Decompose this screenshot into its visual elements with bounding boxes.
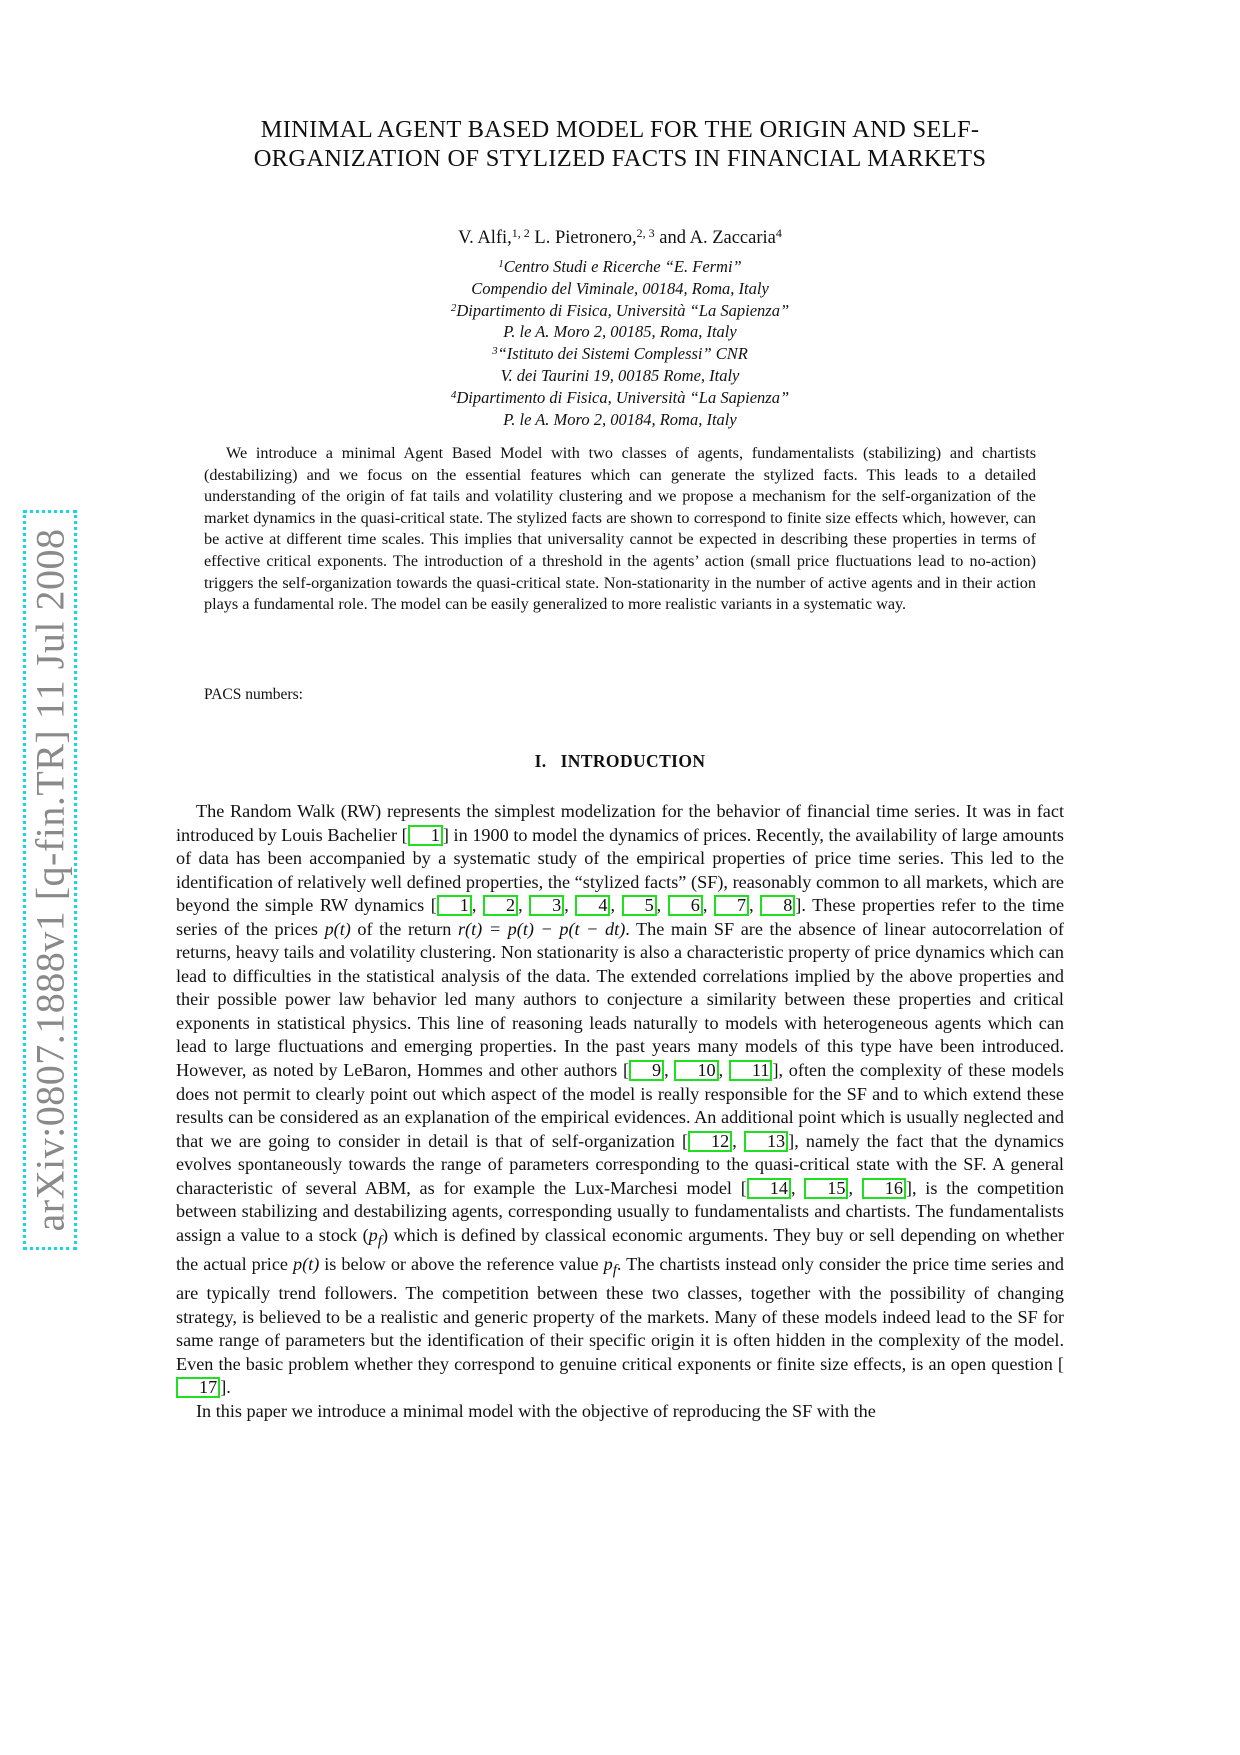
paper-title: MINIMAL AGENT BASED MODEL FOR THE ORIGIN AND SELF-ORGANIZATION OF STYLIZED FACTS IN FINANCIAL MARKETS bbox=[253, 116, 987, 172]
text-run: ]. bbox=[220, 1377, 231, 1398]
math-expression: p(t) bbox=[324, 918, 351, 939]
affiliation-1 bbox=[300, 256, 940, 278]
citation-link[interactable]: 5 bbox=[622, 895, 657, 916]
citation-link[interactable]: 7 bbox=[714, 895, 749, 916]
citation-link[interactable]: 12 bbox=[688, 1131, 732, 1152]
affiliation-address: Compendio del Viminale, 00184, Roma, Italy bbox=[471, 278, 769, 298]
affiliation-address: P. le A. Moro 2, 00185, Roma, Italy bbox=[503, 322, 737, 342]
affiliation-address: V. dei Taurini 19, 00185 Rome, Italy bbox=[500, 365, 740, 385]
citation-link[interactable]: 15 bbox=[804, 1178, 848, 1199]
math-expression: p(t) bbox=[292, 1254, 320, 1275]
affiliation-mark: 1 bbox=[498, 258, 504, 270]
abstract: We introduce a minimal Agent Based Model with two classes of agents, fundamentalists (stabilizing) and chartists (destabilizing) and we focus on the essential features which can generate the stylized facts. This leads to a detailed understanding of the origin of fat tails and volatility clustering and we propose a mechanism for the self-organization of the market dynamics in the quasi-critical state. The stylized facts are shown to correspond to finite size effects which, however, can be active at different time scales. This implies that universality cannot be expected in describing these properties in terms of effective critical exponents. The introduction of a threshold in the agents’ action (small price fluctuations lead to no-action) triggers the self-organization towards the quasi-critical state. Non-stationarity in the number of active agents and in their action plays a fundamental role. The model can be easily generalized to more realistic variants in a systematic way. bbox=[204, 444, 1036, 614]
citation-link[interactable]: 1 bbox=[437, 895, 472, 916]
text-run: ], namely the fact that the dynamics evolves spontaneously towards the range of parameters corresponding to the quasi-critical state with the SF. A general characteristic of several ABM, as for example the Lux-Marchesi model [ bbox=[176, 1130, 1065, 1198]
citation-link[interactable]: 11 bbox=[729, 1060, 773, 1081]
paragraph: In this paper we introduce a minimal model with the objective of reproducing the SF with the bbox=[196, 1400, 876, 1421]
citation-link[interactable]: 8 bbox=[760, 895, 795, 916]
text-run: ], is the competition between stabilizing and destabilizing agents, corresponding usually to fundamentalists and chartists. The fundamentalists assign a value to a stock ( bbox=[176, 1177, 1064, 1245]
paragraph: The Random Walk (RW) represents the simplest modelization for the behavior of financial time series. It was in fact introduced by Louis Bachelier [ 1 ] in 1900 to model the dynamics of prices. Recently, the availability of large amounts of data has been accompanied by a systematic study of the empirical properties of price time series. This led to the identification of relatively well defined properties, the “stylized facts” (SF), reasonably common to all markets, which are beyond the simple RW dynamics [ 1 , 2 , 3 , 4 , 5 , 6 , 7 , 8 ]. These properties refer to the time series of the prices p(t) of the return r(t) = p(t) − p(t − dt). The main SF are the absence of linear autocorrelation of returns, heavy tails and volatility clustering. Non stationarity is also a characteristic property of price dynamics which can lead to difficulties in the statistical analysis of the data. The extended correlations implied by the above properties and their possible power law behavior led many authors to conjecture a similarity between these properties and critical exponents in statistical physics. This line of reasoning leads naturally to models with heterogeneous agents which can lead to large fluctuations and emerging properties. In the past years many models of this type have been introduced. However, as noted by LeBaron, Hommes and other authors [ 9 , 10 , 11 ], often the complexity of these models does not permit to clearly point out which aspect of the model is really responsible for the SF and to which extend these results can be considered as an explanation of the empirical evidences. An additional point which is usually neglected and that we are going to consider in detail is that of self-organization [ 12 , 13 ], namely the fact that the dynamics evolves spontaneously towards the range of parameters corresponding to the quasi-critical state with the SF. A general characteristic of several ABM, as for example the Lux-Marchesi model [ 14 , 15 , 16 ], is the competition between stabilizing and destabilizing agents, corresponding usually to fundamentalists and chartists. The fundamentalists assign a value to a stock $(p_f)$ which is defined by classical economic arguments. They buy or sell depending on whether the actual price p(t) is below or above the reference value $p_f$. The chartists instead only consider the price time series and are typically trend followers. The competition between these two classes, together with the possibility of changing strategy, is believed to be a realistic and generic property of the markets. Many of these models indeed lead to the SF for same range of parameters but the identification of their specific origin it is often hidden in the complexity of the model. Even the basic problem whether they correspond to genuine critical exponents or finite size effects, is an open question [17 ]. bbox=[176, 801, 1065, 1398]
affiliation-mark: 3 bbox=[492, 345, 498, 358]
author-affiliation-mark: 2, 3 bbox=[636, 226, 655, 240]
affiliation-list bbox=[300, 256, 940, 430]
body-text bbox=[176, 800, 1064, 1424]
author-affiliation-mark: 1, 2 bbox=[511, 226, 530, 240]
text-run: ], often the complexity of these models does not permit to clearly point out which aspect of the model is really responsible for the SF and to which extend these results can be considered as an explanation of the empirical evidences. An additional point which is usually neglected and that we are going to consider in detail is that of self-organization [ bbox=[176, 1060, 1065, 1151]
citation-link[interactable]: 13 bbox=[744, 1131, 788, 1152]
affiliation-institution: Centro Studi e Ricerche “E. Fermi” bbox=[503, 257, 742, 276]
math-expression: r(t) = p(t) − p(t − dt) bbox=[457, 918, 626, 939]
pacs-numbers: PACS numbers: bbox=[204, 686, 303, 703]
text-run: of the return bbox=[350, 918, 458, 939]
affiliation-4 bbox=[300, 387, 940, 409]
math-expression bbox=[368, 1224, 382, 1250]
text-run: ) which is defined by classical economic arguments. They buy or sell depending on whether the actual price bbox=[176, 1224, 1064, 1275]
section-heading-introduction bbox=[200, 751, 1040, 772]
arxiv-stamp[interactable] bbox=[23, 510, 77, 1250]
affiliation-2 bbox=[300, 300, 940, 322]
section-title: INTRODUCTION bbox=[560, 751, 706, 771]
text-run: . The chartists instead only consider the price time series and are typically trend followers. The competition between these two classes, together with the possibility of changing strategy, is believed to be a realistic and generic property of the markets. Many of these models indeed lead to the SF for same range of parameters but the identification of their specific origin it is often hidden in the complexity of the model. Even the basic problem whether they correspond to genuine critical exponents or finite size effects, is an open question [ bbox=[176, 1254, 1065, 1374]
arxiv-identifier: arXiv:0807.1888v1 [q-fin.TR] 11 Jul 2008 bbox=[27, 528, 73, 1232]
section-number: I. bbox=[534, 751, 547, 771]
citation-link[interactable]: 3 bbox=[529, 895, 564, 916]
citation-link[interactable]: 17 bbox=[176, 1377, 220, 1398]
affiliation-institution: Dipartimento di Fisica, Università “La Sapienza” bbox=[456, 300, 790, 320]
author-conjunction: and bbox=[659, 228, 686, 248]
math-symbol: p bbox=[368, 1224, 378, 1245]
citation-link[interactable]: 9 bbox=[629, 1060, 664, 1081]
citation-link[interactable]: 6 bbox=[668, 895, 703, 916]
affiliation-3 bbox=[300, 343, 940, 365]
affiliation-mark: 4 bbox=[450, 388, 457, 401]
citation-link[interactable]: 14 bbox=[747, 1178, 791, 1199]
citation-link[interactable]: 4 bbox=[575, 895, 610, 916]
author-affiliation-mark: 4 bbox=[775, 226, 782, 240]
text-run: is below or above the reference value bbox=[319, 1254, 604, 1275]
author-list bbox=[300, 226, 940, 250]
text-run: . The main SF are the absence of linear autocorrelation of returns, heavy tails and volatility clustering. Non stationarity is also a characteristic property of price dynamics which can lead to difficulties in the statistical analysis of the data. The extended correlations implied by the above properties and their possible power law behavior led many authors to conjecture a similarity between these properties and critical exponents in statistical physics. This line of reasoning leads naturally to models with heterogeneous agents which can lead to large fluctuations and emerging properties. In the past years many models of this type have been introduced. However, as noted by LeBaron, Hommes and other authors [ bbox=[176, 918, 1064, 1081]
affiliation-institution: Dipartimento di Fisica, Università “La Sapienza” bbox=[456, 387, 790, 407]
author-name: V. Alfi, bbox=[458, 228, 512, 248]
citation-link[interactable]: 10 bbox=[674, 1060, 718, 1081]
math-subscript: f bbox=[377, 1232, 382, 1250]
math-symbol: p bbox=[603, 1254, 613, 1275]
author-name: L. Pietronero, bbox=[534, 228, 637, 248]
math-expression bbox=[603, 1254, 617, 1279]
text-run: The Random Walk (RW) represents the simplest modelization for the behavior of financial time series. It was in fact introduced by Louis Bachelier [ bbox=[176, 801, 1064, 845]
text-run: ] in 1900 to model the dynamics of prices. Recently, the availability of large amounts of data has been accompanied by a systematic study of the empirical properties of price time series. This led to the identification of relatively well defined properties, the “stylized facts” (SF), reasonably common to all markets, which are beyond the simple RW dynamics [ bbox=[176, 824, 1064, 916]
affiliation-address: P. le A. Moro 2, 00184, Roma, Italy bbox=[503, 409, 737, 429]
citation-link[interactable]: 2 bbox=[483, 895, 518, 916]
citation-link[interactable]: 1 bbox=[408, 825, 443, 846]
affiliation-institution: “Istituto dei Sistemi Complessi” CNR bbox=[497, 344, 748, 364]
text-run: ]. These properties refer to the time series of the prices bbox=[176, 895, 1065, 939]
citation-link[interactable]: 16 bbox=[862, 1178, 906, 1199]
author-name: A. Zaccaria bbox=[689, 228, 776, 248]
affiliation-mark: 2 bbox=[450, 301, 457, 314]
math-subscript: f bbox=[612, 1261, 617, 1279]
